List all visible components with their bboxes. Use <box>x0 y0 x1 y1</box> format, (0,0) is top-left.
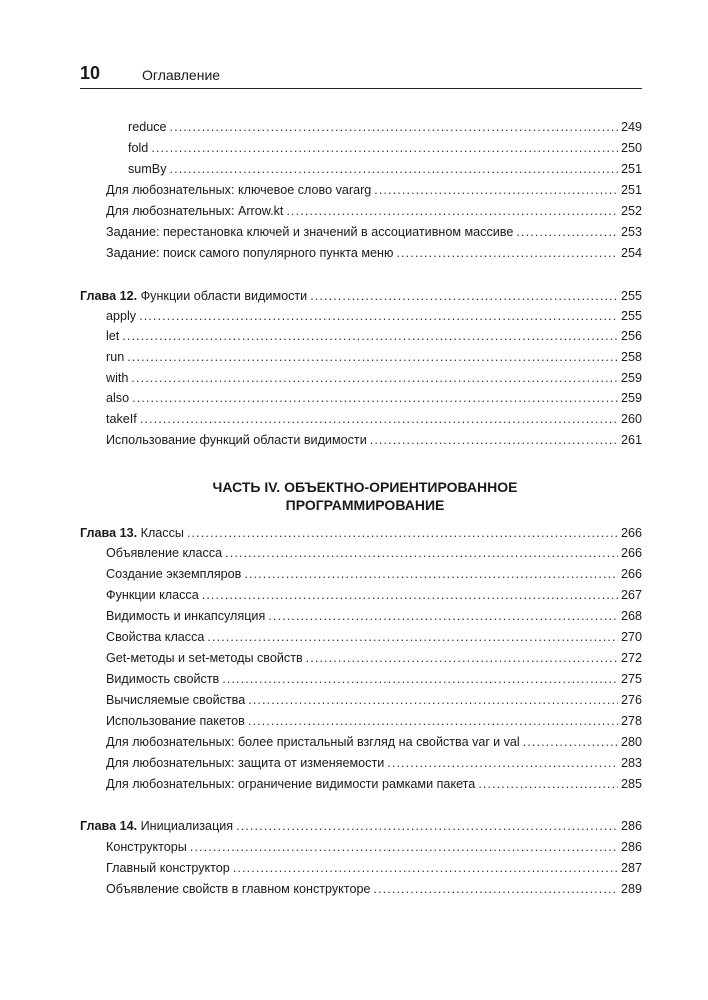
chapter-number: Глава 13. <box>80 526 138 540</box>
toc-entry: with . . . 259 <box>106 370 642 388</box>
toc-entry: Задание: поиск самого популярного пункта меню . . . 254 <box>106 245 642 263</box>
toc-entry: Get-методы и set-методы свойств . . . 272 <box>106 650 642 668</box>
part-heading <box>80 478 650 514</box>
toc-entry: Видимость и инкапсуляция . . . 268 <box>106 608 642 626</box>
running-title: Оглавление <box>142 67 221 83</box>
part-heading-line2: ПРОГРАММИРОВАНИЕ <box>285 497 445 513</box>
toc-entry: also . . . 259 <box>106 390 642 408</box>
toc-entry: Главный конструктор . . . 287 <box>106 860 642 878</box>
toc-entry: Создание экземпляров . . . 266 <box>106 566 642 584</box>
toc-entry: fold . . . 250 <box>128 140 642 158</box>
toc-entry: Объявление класса . . . 266 <box>106 545 642 563</box>
toc-entry: Для любознательных: Arrow.kt . . . 252 <box>106 203 642 221</box>
toc-entry: Использование пакетов . . . 278 <box>106 713 642 731</box>
chapter-heading: Глава 14. Инициализация . . . 286 <box>80 818 642 836</box>
chapter-number: Глава 12. <box>80 289 138 303</box>
chapter-title: Инициализация <box>140 819 234 833</box>
toc-entry: Для любознательных: ограничение видимости рамками пакета . . . 285 <box>106 776 642 794</box>
toc-entry: Задание: перестановка ключей и значений в ассоциативном массиве . . . 253 <box>106 224 642 242</box>
toc-entry: run . . . 258 <box>106 349 642 367</box>
chapter-title: Классы <box>140 526 184 540</box>
toc-entry: Конструкторы . . . 286 <box>106 839 642 857</box>
part-heading-line1: ЧАСТЬ IV. ОБЪЕКТНО-ОРИЕНТИРОВАННОЕ <box>212 479 518 495</box>
toc-entry: Свойства класса . . . 270 <box>106 629 642 647</box>
chapter-heading: Глава 12. Функции области видимости . . . 255 <box>80 288 642 306</box>
chapter-title: Функции области видимости <box>140 289 308 303</box>
toc-entry: apply . . . 255 <box>106 308 642 326</box>
toc-entry: Использование функций области видимости . . . 261 <box>106 432 642 450</box>
page-header <box>80 62 642 89</box>
toc-entry: sumBy . . . 251 <box>128 161 642 179</box>
toc-entry: reduce . . . 249 <box>128 119 642 137</box>
toc-entry: Видимость свойств . . . 275 <box>106 671 642 689</box>
toc-entry: Для любознательных: ключевое слово vararg . . . 251 <box>106 182 642 200</box>
toc-entry: Для любознательных: защита от изменяемости . . . 283 <box>106 755 642 773</box>
toc-entry: Объявление свойств в главном конструкторе . . . 289 <box>106 881 642 899</box>
toc-entry: takeIf . . . 260 <box>106 411 642 429</box>
toc-entry: Для любознательных: более пристальный взгляд на свойства var и val . . . 280 <box>106 734 642 752</box>
toc-entry: Вычисляемые свойства . . . 276 <box>106 692 642 710</box>
page-number: 10 <box>80 63 101 83</box>
chapter-heading: Глава 13. Классы . . . 266 <box>80 525 642 543</box>
toc-entry: Функции класса . . . 267 <box>106 587 642 605</box>
chapter-number: Глава 14. <box>80 819 138 833</box>
toc-entry: let . . . 256 <box>106 328 642 346</box>
